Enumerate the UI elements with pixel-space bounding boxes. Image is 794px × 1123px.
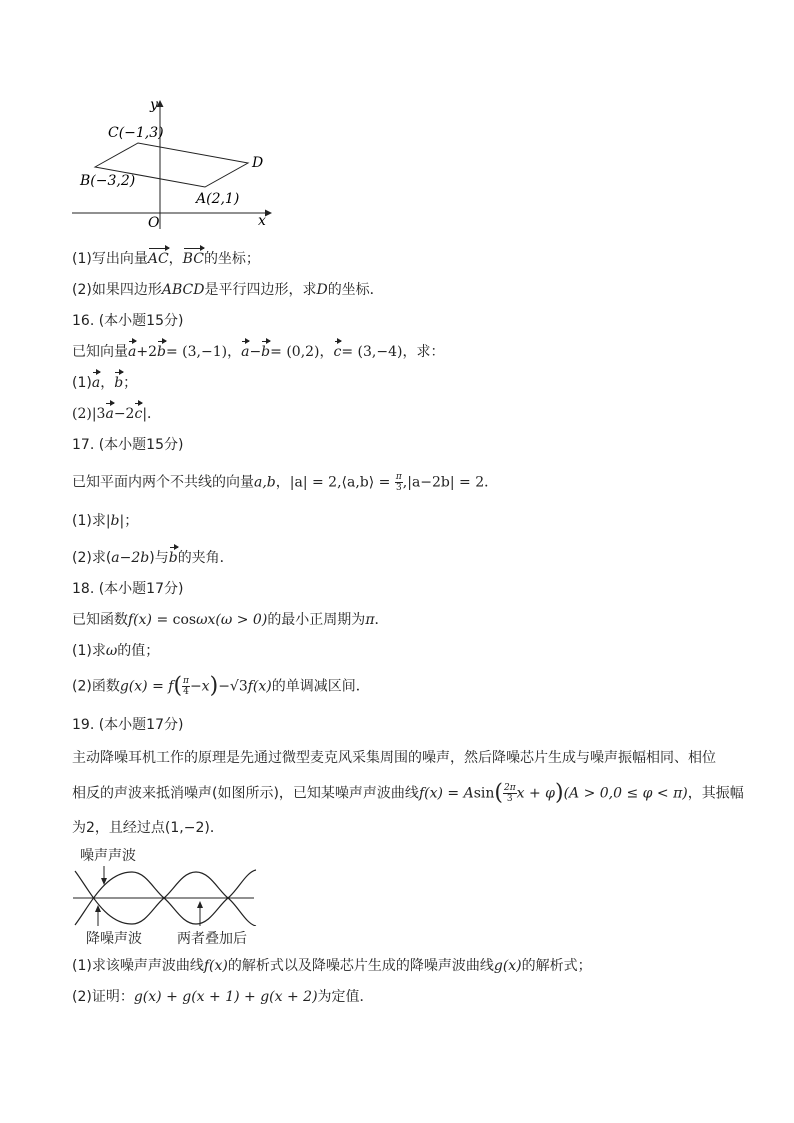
q18-pi: π (365, 612, 375, 628)
q18-given (72, 610, 389, 630)
q15-sep: ， (168, 251, 183, 267)
q18-paren: (ω > 0) (215, 612, 268, 628)
superposition-label: 两者叠加后 (177, 931, 247, 947)
q18-omega: ω (105, 643, 118, 659)
anti-noise-wave-label: 降噪声波 (86, 931, 142, 947)
frac-den: 4 (183, 687, 189, 697)
pi-over-3-fraction (395, 472, 403, 493)
sum-arrow-head-icon (197, 901, 203, 908)
q19-p1-prefix: (1)求该噪声声波曲线 (72, 958, 204, 974)
q19-p2-suffix: 为定值． (317, 989, 374, 1005)
q15-part2-mid: 是平行四边形，求 (204, 282, 317, 298)
noise-cancel-figure (70, 866, 270, 926)
vector-bc: BC (182, 251, 204, 267)
x-axis-label: x (258, 213, 266, 229)
q19-p2-expr: g(x) + g(x + 1) + g(x + 2) (133, 989, 318, 1005)
quadrilateral-name: ABCD (161, 282, 205, 298)
y-axis-label: y (150, 97, 158, 113)
q16-p1-prefix: (1) (72, 375, 92, 391)
q19-line2-inner: x + φ (516, 785, 555, 802)
q19-line2-cond: (A > 0,0 ≤ φ < π) (563, 785, 688, 802)
frac-num: 2π (503, 783, 516, 793)
q18-given-suffix: 的最小正周期为 (267, 612, 366, 628)
q15-part1-suffix: 的坐标； (203, 251, 260, 267)
q16-p2-suffix: |． (142, 406, 162, 422)
q17-header: 17. (本小题15分) (72, 437, 184, 453)
vector-a-3: a (91, 375, 101, 391)
vector-ac: AC (147, 251, 169, 267)
vector-b-3: b (114, 375, 124, 391)
q15-part1 (72, 249, 260, 269)
q17-p2-mid: )与 (149, 550, 169, 566)
q17-part2 (72, 548, 234, 568)
q17-p2-prefix: (2)求( (72, 550, 112, 566)
q17-given-rest1: ，|a| = 2,⟨a,b⟩ = (275, 474, 395, 491)
q18-fx: f(x) (128, 612, 153, 628)
vector-b-2: b (261, 344, 271, 360)
q15-part1-prefix: (1)写出向量 (72, 251, 148, 267)
frac-den: 3 (506, 794, 513, 804)
right-paren: ) (209, 673, 219, 699)
q18-p2-suffix: 的单调减区间． (271, 678, 370, 695)
noise-wave-label: 噪声声波 (80, 848, 136, 864)
q15-part2-suffix: 的坐标． (327, 282, 384, 298)
q17-given-prefix: 已知平面内两个不共线的向量 (72, 474, 254, 491)
q16-part1 (72, 373, 137, 393)
abs-b: |b| (105, 513, 125, 529)
q17-part1 (72, 511, 138, 531)
frac-num: π (395, 472, 402, 482)
q16-p2-mid: −2 (113, 406, 135, 422)
q16-eq1: = (3,−1)， (165, 344, 242, 360)
right-paren-2: ) (554, 780, 564, 806)
vector-b-4: b (168, 550, 178, 566)
origin-label: O (148, 215, 160, 231)
q16-p2-prefix: (2)|3 (72, 406, 106, 422)
pi-over-4-fraction (182, 676, 190, 697)
point-b-label: B(−3,2) (80, 173, 136, 189)
parallelogram-figure (70, 95, 290, 235)
q19-p1-mid: 的解析式以及降噪芯片生成的降噪声波曲线 (227, 958, 494, 974)
point-c-label: C(−1,3) (108, 125, 164, 141)
q19-p1-g: g(x) (493, 958, 522, 974)
q16-eq2: = (0,2)， (270, 344, 334, 360)
left-paren: ( (173, 673, 183, 699)
vector-a: a (128, 344, 137, 360)
q15-part2 (72, 280, 384, 300)
q17-p2-vec: a−2b (111, 550, 150, 566)
q18-period: ． (374, 612, 389, 628)
q19-line2-suffix: ，其振幅 (687, 785, 744, 802)
frac-den: 3 (395, 483, 402, 493)
q18-p1-suffix: 的值； (117, 643, 160, 659)
q18-part2 (72, 673, 370, 699)
q16-header: 16. (本小题15分) (72, 313, 184, 329)
q19-line2-prefix: 相反的声波来抵消噪声(如图所示)，已知某噪声声波曲线 (72, 785, 419, 802)
q18-p2-fx: f(x) (247, 678, 272, 695)
q17-given-rest2: ,|a−2b| = 2． (402, 474, 499, 491)
q18-omega-x: ωx (196, 612, 216, 628)
q16-minus: − (249, 344, 262, 360)
q19-p1-f: f(x) (203, 958, 228, 974)
q18-p2-eq: = f (147, 678, 174, 695)
frac-num: π (183, 676, 189, 686)
q18-given-eq: = cos (152, 612, 197, 628)
two-pi-over-3-fraction (503, 783, 517, 804)
q18-gx: g(x) (119, 678, 148, 695)
q19-p2-prefix: (2)证明： (72, 989, 134, 1005)
q19-p1-suffix: 的解析式； (521, 958, 592, 974)
q16-eq3: = (3,−4)，求： (341, 344, 445, 360)
q16-semi: ； (123, 375, 138, 391)
vector-a-2: a (241, 344, 250, 360)
point-d-label: D (252, 155, 264, 171)
x-axis-arrow-icon (265, 210, 272, 217)
point-d: D (316, 282, 328, 298)
q19-header: 19. (本小题17分) (72, 717, 184, 733)
q17-p2-suffix: 的夹角． (177, 550, 234, 566)
q19-line2 (72, 780, 744, 806)
q18-minus-x: −x (189, 678, 210, 695)
q16-part2 (72, 404, 161, 424)
q18-sqrt-part: −√3 (218, 678, 248, 695)
q19-part1 (72, 956, 592, 976)
q18-given-prefix: 已知函数 (72, 612, 128, 628)
q17-p1-suffix: ； (124, 513, 139, 529)
left-paren-2: ( (494, 780, 503, 806)
q18-part1 (72, 641, 159, 661)
vector-c-2: c (134, 406, 143, 422)
q17-p1-prefix: (1)求 (72, 513, 106, 529)
point-a-label: A(2,1) (196, 191, 240, 207)
q19-part2 (72, 987, 374, 1007)
vector-a-4: a (105, 406, 114, 422)
q16-plus2: +2 (136, 344, 157, 360)
q19-line3: 为2，且经过点(1,−2)． (72, 820, 224, 836)
q16-given-prefix: 已知向量 (72, 344, 128, 360)
q15-part2-prefix: (2)如果四边形 (72, 282, 162, 298)
q18-p1-prefix: (1)求 (72, 643, 106, 659)
q19-line1: 主动降噪耳机工作的原理是先通过微型麦克风采集周围的噪声，然后降噪芯片生成与噪声振幅相同、相位 (72, 750, 716, 766)
q19-line2-sin: sin (473, 785, 495, 802)
q16-comma: ， (100, 375, 115, 391)
q19-line2-f: f(x) = A (418, 785, 474, 802)
q16-given (72, 342, 444, 362)
q18-header: 18. (本小题17分) (72, 581, 184, 597)
q17-given (72, 472, 498, 493)
q18-p2-prefix: (2)函数 (72, 678, 120, 695)
vector-b: b (157, 344, 166, 360)
vector-c: c (333, 344, 342, 360)
q17-given-ab: a,b (254, 474, 276, 491)
